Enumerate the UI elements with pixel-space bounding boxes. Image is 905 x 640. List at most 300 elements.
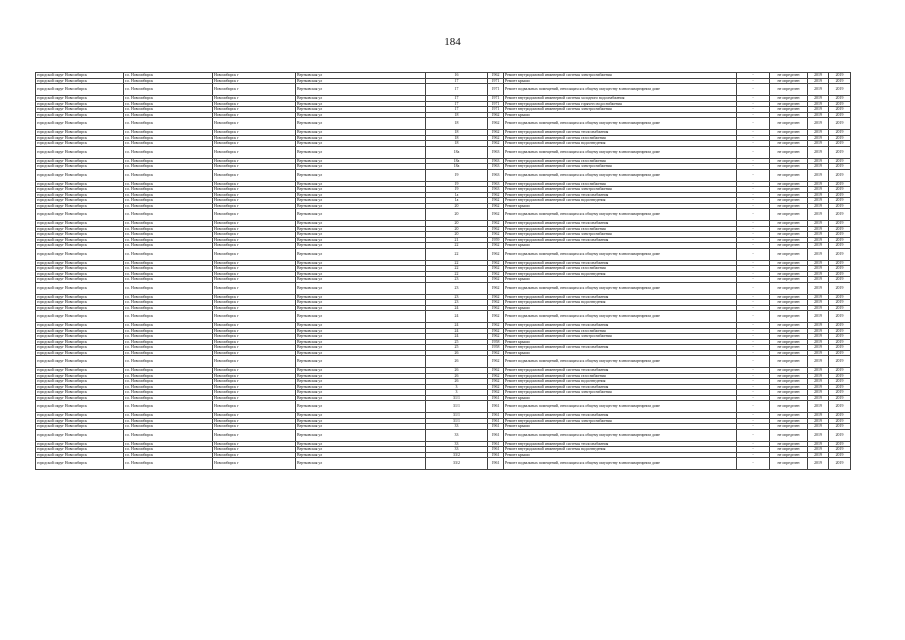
city-cell: Новосибирск г (213, 424, 296, 430)
house-number-cell: 18 (426, 118, 488, 130)
district-cell: г.о. Новосибирск (124, 311, 213, 323)
status-cell: не определен (770, 146, 808, 158)
end-year-cell: 2019 (829, 373, 851, 379)
city-cell: Новосибирск г (213, 305, 296, 311)
work-type-cell: Ремонт внутридомовой инженерной системы газоснабжения (504, 181, 737, 187)
street-cell: Вертковская ул (296, 379, 426, 385)
work-type-cell: Ремонт крыши (504, 424, 737, 430)
house-number-cell: 23 (426, 282, 488, 294)
work-type-cell: Ремонт подвальных помещений, относящихся к общему имуществу в многоквартирном доме (504, 282, 737, 294)
work-type-cell: Ремонт внутридомовой инженерной системы электроснабжения (504, 418, 737, 424)
work-type-cell: Ремонт подвальных помещений, относящихся к общему имуществу в многоквартирном доме (504, 311, 737, 323)
end-year-cell: 2019 (829, 384, 851, 390)
city-cell: Новосибирск г (213, 260, 296, 266)
work-type-cell: Ремонт крыши (504, 203, 737, 209)
end-year-cell: 2019 (829, 282, 851, 294)
dash-cell: - (737, 271, 770, 277)
year-cell: 1962 (488, 294, 504, 300)
start-year-cell: 2019 (808, 323, 829, 329)
dash-cell: - (737, 418, 770, 424)
municipality-cell: городской округ Новосибирск (36, 452, 124, 458)
house-number-cell: 17 (426, 84, 488, 96)
status-cell: не определен (770, 418, 808, 424)
dash-cell: - (737, 164, 770, 170)
work-type-cell: Ремонт внутридомовой инженерной системы водоотведения (504, 300, 737, 306)
end-year-cell: 2019 (829, 181, 851, 187)
status-cell: не определен (770, 350, 808, 356)
district-cell: г.о. Новосибирск (124, 328, 213, 334)
house-number-cell: 22 (426, 248, 488, 260)
start-year-cell: 2019 (808, 350, 829, 356)
street-cell: Вертковская ул (296, 112, 426, 118)
dash-cell: - (737, 187, 770, 193)
street-cell: Вертковская ул (296, 277, 426, 283)
city-cell: Новосибирск г (213, 96, 296, 102)
status-cell: не определен (770, 300, 808, 306)
start-year-cell: 2019 (808, 130, 829, 136)
dash-cell: - (737, 226, 770, 232)
dash-cell: - (737, 413, 770, 419)
dash-cell: - (737, 379, 770, 385)
house-number-cell: 18 (426, 112, 488, 118)
work-type-cell: Ремонт внутридомовой инженерной системы газоснабжения (504, 135, 737, 141)
start-year-cell: 2019 (808, 118, 829, 130)
work-type-cell: Ремонт подвальных помещений, относящихся к общему имуществу в многоквартирном доме (504, 209, 737, 221)
city-cell: Новосибирск г (213, 181, 296, 187)
city-cell: Новосибирск г (213, 266, 296, 272)
district-cell: г.о. Новосибирск (124, 305, 213, 311)
start-year-cell: 2019 (808, 181, 829, 187)
start-year-cell: 2019 (808, 96, 829, 102)
work-type-cell: Ремонт внутридомовой инженерной системы электроснабжения (504, 390, 737, 396)
start-year-cell: 2019 (808, 395, 829, 401)
street-cell: Вертковская ул (296, 323, 426, 329)
year-cell: 1962 (488, 300, 504, 306)
year-cell: 1962 (488, 248, 504, 260)
year-cell: 1971 (488, 96, 504, 102)
end-year-cell: 2019 (829, 243, 851, 249)
district-cell: г.о. Новосибирск (124, 271, 213, 277)
street-cell: Вертковская ул (296, 187, 426, 193)
district-cell: г.о. Новосибирск (124, 169, 213, 181)
street-cell: Вертковская ул (296, 401, 426, 413)
work-type-cell: Ремонт крыши (504, 339, 737, 345)
house-number-cell: 26 (426, 350, 488, 356)
municipality-cell: городской округ Новосибирск (36, 282, 124, 294)
start-year-cell: 2019 (808, 158, 829, 164)
city-cell: Новосибирск г (213, 112, 296, 118)
year-cell: 1962 (488, 221, 504, 227)
status-cell: не определен (770, 187, 808, 193)
year-cell: 1971 (488, 78, 504, 84)
city-cell: Новосибирск г (213, 187, 296, 193)
city-cell: Новосибирск г (213, 203, 296, 209)
district-cell: г.о. Новосибирск (124, 203, 213, 209)
start-year-cell: 2019 (808, 107, 829, 113)
status-cell: не определен (770, 226, 808, 232)
end-year-cell: 2019 (829, 221, 851, 227)
district-cell: г.о. Новосибирск (124, 441, 213, 447)
city-cell: Новосибирск г (213, 339, 296, 345)
district-cell: г.о. Новосибирск (124, 418, 213, 424)
end-year-cell: 2019 (829, 169, 851, 181)
work-type-cell: Ремонт внутридомовой инженерной системы теплоснабжения (504, 368, 737, 374)
street-cell: Вертковская ул (296, 305, 426, 311)
status-cell: не определен (770, 311, 808, 323)
end-year-cell: 2019 (829, 107, 851, 113)
district-cell: г.о. Новосибирск (124, 209, 213, 221)
district-cell: г.о. Новосибирск (124, 158, 213, 164)
status-cell: не определен (770, 277, 808, 283)
status-cell: не определен (770, 271, 808, 277)
dash-cell: - (737, 243, 770, 249)
house-number-cell: 31/1 (426, 418, 488, 424)
start-year-cell: 2019 (808, 311, 829, 323)
municipality-cell: городской округ Новосибирск (36, 198, 124, 204)
district-cell: г.о. Новосибирск (124, 243, 213, 249)
year-cell: 1958 (488, 339, 504, 345)
city-cell: Новосибирск г (213, 226, 296, 232)
year-cell: 1962 (488, 282, 504, 294)
house-number-cell: 23 (426, 300, 488, 306)
year-cell: 1962 (488, 277, 504, 283)
year-cell: 1962 (488, 232, 504, 238)
work-type-cell: Ремонт подвальных помещений, относящихся к общему имуществу в многоквартирном доме (504, 458, 737, 470)
house-number-cell: 20 (426, 232, 488, 238)
dash-cell: - (737, 368, 770, 374)
status-cell: не определен (770, 78, 808, 84)
street-cell: Вертковская ул (296, 350, 426, 356)
status-cell: не определен (770, 373, 808, 379)
year-cell: 1962 (488, 311, 504, 323)
status-cell: не определен (770, 221, 808, 227)
end-year-cell: 2019 (829, 146, 851, 158)
status-cell: не определен (770, 458, 808, 470)
municipality-cell: городской округ Новосибирск (36, 96, 124, 102)
house-number-cell: 1а (426, 198, 488, 204)
end-year-cell: 2019 (829, 141, 851, 147)
municipality-cell: городской округ Новосибирск (36, 73, 124, 79)
street-cell: Вертковская ул (296, 96, 426, 102)
municipality-cell: городской округ Новосибирск (36, 277, 124, 283)
year-cell: 1962 (488, 118, 504, 130)
city-cell: Новосибирск г (213, 345, 296, 351)
year-cell: 1962 (488, 73, 504, 79)
status-cell: не определен (770, 96, 808, 102)
dash-cell: - (737, 345, 770, 351)
status-cell: не определен (770, 339, 808, 345)
start-year-cell: 2019 (808, 429, 829, 441)
district-cell: г.о. Новосибирск (124, 198, 213, 204)
municipality-cell: городской округ Новосибирск (36, 356, 124, 368)
city-cell: Новосибирск г (213, 311, 296, 323)
municipality-cell: городской округ Новосибирск (36, 305, 124, 311)
street-cell: Вертковская ул (296, 243, 426, 249)
municipality-cell: городской округ Новосибирск (36, 181, 124, 187)
house-number-cell: 20 (426, 209, 488, 221)
end-year-cell: 2019 (829, 345, 851, 351)
dash-cell: - (737, 458, 770, 470)
municipality-cell: городской округ Новосибирск (36, 339, 124, 345)
house-number-cell: 24 (426, 334, 488, 340)
dash-cell: - (737, 424, 770, 430)
work-type-cell: Ремонт крыши (504, 243, 737, 249)
start-year-cell: 2019 (808, 187, 829, 193)
municipality-cell: городской округ Новосибирск (36, 169, 124, 181)
start-year-cell: 2019 (808, 164, 829, 170)
district-cell: г.о. Новосибирск (124, 282, 213, 294)
work-type-cell: Ремонт подвальных помещений, относящихся к общему имуществу в многоквартирном доме (504, 356, 737, 368)
house-number-cell: 18 (426, 135, 488, 141)
municipality-cell: городской округ Новосибирск (36, 418, 124, 424)
municipality-cell: городской округ Новосибирск (36, 413, 124, 419)
start-year-cell: 2019 (808, 334, 829, 340)
start-year-cell: 2019 (808, 221, 829, 227)
end-year-cell: 2019 (829, 130, 851, 136)
street-cell: Вертковская ул (296, 390, 426, 396)
municipality-cell: городской округ Новосибирск (36, 447, 124, 453)
year-cell: 1963 (488, 146, 504, 158)
city-cell: Новосибирск г (213, 368, 296, 374)
municipality-cell: городской округ Новосибирск (36, 107, 124, 113)
city-cell: Новосибирск г (213, 237, 296, 243)
district-cell: г.о. Новосибирск (124, 112, 213, 118)
year-cell: 1961 (488, 424, 504, 430)
start-year-cell: 2019 (808, 373, 829, 379)
year-cell: 1961 (488, 429, 504, 441)
end-year-cell: 2019 (829, 192, 851, 198)
status-cell: не определен (770, 84, 808, 96)
work-type-cell: Ремонт крыши (504, 305, 737, 311)
dash-cell: - (737, 135, 770, 141)
year-cell: 1961 (488, 447, 504, 453)
table-row (36, 401, 851, 413)
status-cell: не определен (770, 112, 808, 118)
work-type-cell: Ремонт внутридомовой инженерной системы теплоснабжения (504, 192, 737, 198)
city-cell: Новосибирск г (213, 84, 296, 96)
city-cell: Новосибирск г (213, 130, 296, 136)
city-cell: Новосибирск г (213, 78, 296, 84)
status-cell: не определен (770, 248, 808, 260)
street-cell: Вертковская ул (296, 373, 426, 379)
year-cell: 1962 (488, 112, 504, 118)
status-cell: не определен (770, 232, 808, 238)
street-cell: Вертковская ул (296, 203, 426, 209)
house-number-cell: 22 (426, 260, 488, 266)
end-year-cell: 2019 (829, 209, 851, 221)
year-cell: 1961 (488, 401, 504, 413)
municipality-cell: городской округ Новосибирск (36, 135, 124, 141)
start-year-cell: 2019 (808, 248, 829, 260)
dash-cell: - (737, 350, 770, 356)
house-number-cell: 31/1 (426, 401, 488, 413)
end-year-cell: 2019 (829, 305, 851, 311)
year-cell: 1962 (488, 192, 504, 198)
street-cell: Вертковская ул (296, 118, 426, 130)
year-cell: 1962 (488, 130, 504, 136)
status-cell: не определен (770, 401, 808, 413)
house-number-cell: 17 (426, 96, 488, 102)
status-cell: не определен (770, 429, 808, 441)
work-type-cell: Ремонт внутридомовой инженерной системы водоотведения (504, 379, 737, 385)
street-cell: Вертковская ул (296, 101, 426, 107)
street-cell: Вертковская ул (296, 164, 426, 170)
status-cell: не определен (770, 334, 808, 340)
street-cell: Вертковская ул (296, 192, 426, 198)
end-year-cell: 2019 (829, 441, 851, 447)
dash-cell: - (737, 300, 770, 306)
dash-cell: - (737, 101, 770, 107)
year-cell: 1963 (488, 187, 504, 193)
dash-cell: - (737, 339, 770, 345)
status-cell: не определен (770, 107, 808, 113)
start-year-cell: 2019 (808, 209, 829, 221)
street-cell: Вертковская ул (296, 78, 426, 84)
work-type-cell: Ремонт внутридомовой инженерной системы теплоснабжения (504, 237, 737, 243)
dash-cell: - (737, 311, 770, 323)
street-cell: Вертковская ул (296, 452, 426, 458)
district-cell: г.о. Новосибирск (124, 221, 213, 227)
status-cell: не определен (770, 198, 808, 204)
dash-cell: - (737, 248, 770, 260)
house-number-cell: 25 (426, 345, 488, 351)
end-year-cell: 2019 (829, 198, 851, 204)
work-type-cell: Ремонт крыши (504, 78, 737, 84)
district-cell: г.о. Новосибирск (124, 401, 213, 413)
status-cell: не определен (770, 441, 808, 447)
municipality-cell: городской округ Новосибирск (36, 395, 124, 401)
status-cell: не определен (770, 209, 808, 221)
district-cell: г.о. Новосибирск (124, 447, 213, 453)
end-year-cell: 2019 (829, 452, 851, 458)
work-type-cell: Ремонт внутридомовой инженерной системы теплоснабжения (504, 413, 737, 419)
page-number: 184 (444, 36, 461, 48)
city-cell: Новосибирск г (213, 384, 296, 390)
city-cell: Новосибирск г (213, 232, 296, 238)
year-cell: 1962 (488, 328, 504, 334)
street-cell: Вертковская ул (296, 260, 426, 266)
start-year-cell: 2019 (808, 401, 829, 413)
city-cell: Новосибирск г (213, 323, 296, 329)
municipality-cell: городской округ Новосибирск (36, 78, 124, 84)
status-cell: не определен (770, 384, 808, 390)
municipality-cell: городской округ Новосибирск (36, 373, 124, 379)
year-cell: 1962 (488, 209, 504, 221)
dash-cell: - (737, 266, 770, 272)
dash-cell: - (737, 384, 770, 390)
start-year-cell: 2019 (808, 135, 829, 141)
city-cell: Новосибирск г (213, 328, 296, 334)
house-number-cell: 18а (426, 146, 488, 158)
city-cell: Новосибирск г (213, 271, 296, 277)
district-cell: г.о. Новосибирск (124, 130, 213, 136)
street-cell: Вертковская ул (296, 458, 426, 470)
status-cell: не определен (770, 395, 808, 401)
house-number-cell: 26 (426, 356, 488, 368)
table-row (36, 209, 851, 221)
municipality-cell: городской округ Новосибирск (36, 221, 124, 227)
municipality-cell: городской округ Новосибирск (36, 323, 124, 329)
end-year-cell: 2019 (829, 395, 851, 401)
status-cell: не определен (770, 118, 808, 130)
year-cell: 1962 (488, 141, 504, 147)
house-number-cell: 24 (426, 305, 488, 311)
end-year-cell: 2019 (829, 248, 851, 260)
municipality-cell: городской округ Новосибирск (36, 345, 124, 351)
start-year-cell: 2019 (808, 384, 829, 390)
municipality-cell: городской округ Новосибирск (36, 379, 124, 385)
table-row (36, 118, 851, 130)
house-number-cell: 20 (426, 203, 488, 209)
end-year-cell: 2019 (829, 447, 851, 453)
house-number-cell: 22 (426, 243, 488, 249)
year-cell: 1962 (488, 384, 504, 390)
start-year-cell: 2019 (808, 305, 829, 311)
municipality-cell: городской округ Новосибирск (36, 209, 124, 221)
end-year-cell: 2019 (829, 237, 851, 243)
year-cell: 1961 (488, 452, 504, 458)
end-year-cell: 2019 (829, 203, 851, 209)
city-cell: Новосибирск г (213, 118, 296, 130)
work-type-cell: Ремонт крыши (504, 112, 737, 118)
work-type-cell: Ремонт подвальных помещений, относящихся к общему имуществу в многоквартирном доме (504, 84, 737, 96)
street-cell: Вертковская ул (296, 248, 426, 260)
start-year-cell: 2019 (808, 266, 829, 272)
work-type-cell: Ремонт крыши (504, 277, 737, 283)
district-cell: г.о. Новосибирск (124, 390, 213, 396)
table-row (36, 356, 851, 368)
city-cell: Новосибирск г (213, 73, 296, 79)
year-cell: 1961 (488, 418, 504, 424)
year-cell: 1961 (488, 395, 504, 401)
start-year-cell: 2019 (808, 418, 829, 424)
municipality-cell: городской округ Новосибирск (36, 141, 124, 147)
house-number-cell: 19 (426, 187, 488, 193)
house-number-cell: 19 (426, 181, 488, 187)
start-year-cell: 2019 (808, 294, 829, 300)
district-cell: г.о. Новосибирск (124, 118, 213, 130)
status-cell: не определен (770, 345, 808, 351)
city-cell: Новосибирск г (213, 277, 296, 283)
street-cell: Вертковская ул (296, 447, 426, 453)
work-type-cell: Ремонт внутридомовой инженерной системы газоснабжения (504, 373, 737, 379)
street-cell: Вертковская ул (296, 226, 426, 232)
house-number-cell: 26 (426, 368, 488, 374)
end-year-cell: 2019 (829, 418, 851, 424)
work-type-cell: Ремонт крыши (504, 350, 737, 356)
street-cell: Вертковская ул (296, 237, 426, 243)
city-cell: Новосибирск г (213, 135, 296, 141)
end-year-cell: 2019 (829, 401, 851, 413)
start-year-cell: 2019 (808, 226, 829, 232)
municipality-cell: городской округ Новосибирск (36, 401, 124, 413)
city-cell: Новосибирск г (213, 390, 296, 396)
dash-cell: - (737, 146, 770, 158)
end-year-cell: 2019 (829, 300, 851, 306)
municipality-cell: городской округ Новосибирск (36, 226, 124, 232)
status-cell: не определен (770, 130, 808, 136)
work-type-cell: Ремонт внутридомовой инженерной системы электроснабжения (504, 73, 737, 79)
city-cell: Новосибирск г (213, 447, 296, 453)
dash-cell: - (737, 112, 770, 118)
end-year-cell: 2019 (829, 350, 851, 356)
status-cell: не определен (770, 260, 808, 266)
city-cell: Новосибирск г (213, 158, 296, 164)
house-number-cell: 31/1 (426, 413, 488, 419)
work-type-cell: Ремонт внутридомовой инженерной системы теплоснабжения (504, 130, 737, 136)
start-year-cell: 2019 (808, 112, 829, 118)
street-cell: Вертковская ул (296, 141, 426, 147)
